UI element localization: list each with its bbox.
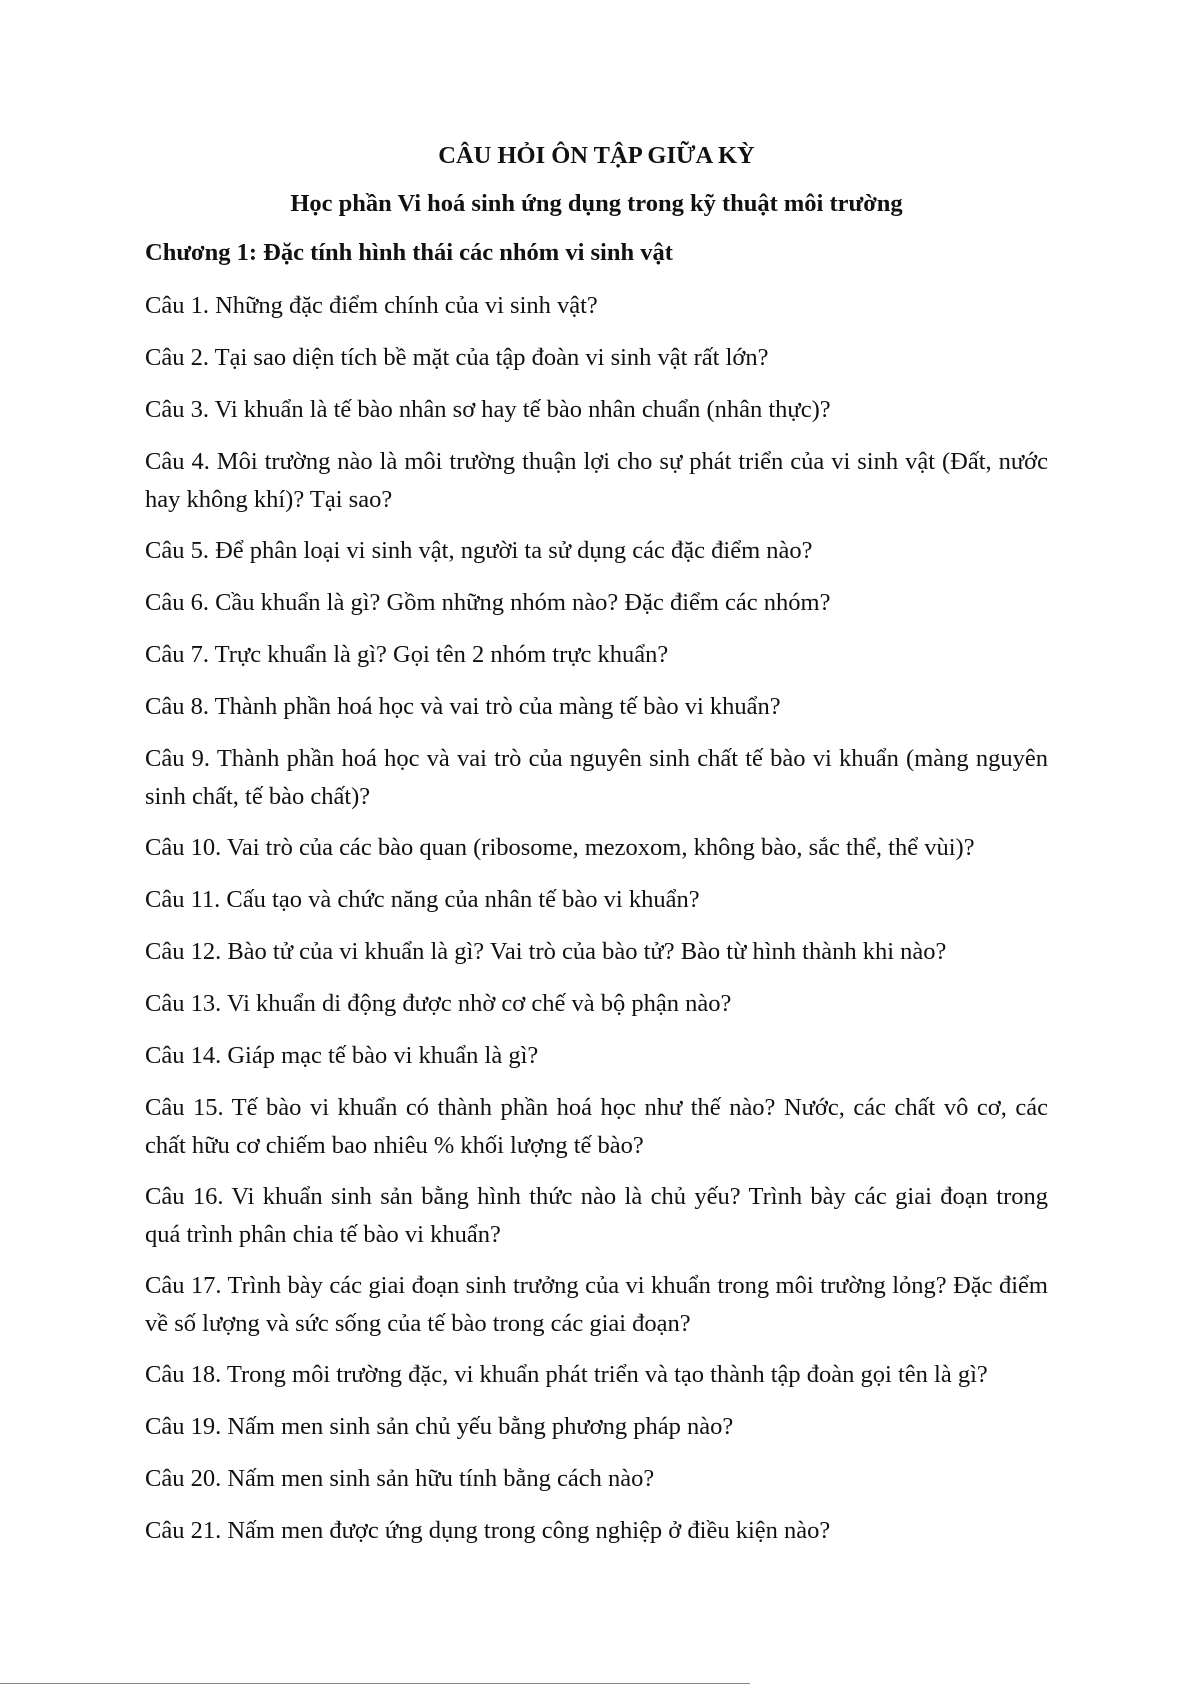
chapter-heading: Chương 1: Đặc tính hình thái các nhóm vi sinh vật [145, 239, 673, 266]
question-list [145, 287, 1048, 1550]
document-title: CÂU HỎI ÔN TẬP GIỮA KỲ [438, 142, 755, 169]
question-item: Câu 16. Vi khuẩn sinh sản bằng hình thức nào là chủ yếu? Trình bày các giai đoạn trong quá trình phân chia tế bào vi khuẩn? [145, 1183, 1048, 1248]
question-item: Câu 5. Để phân loại vi sinh vật, người ta sử dụng các đặc điểm nào? [145, 537, 813, 564]
question-item: Câu 3. Vi khuẩn là tế bào nhân sơ hay tế bào nhân chuẩn (nhân thực)? [145, 396, 831, 423]
question-item: Câu 6. Cầu khuẩn là gì? Gồm những nhóm nào? Đặc điểm các nhóm? [145, 589, 831, 616]
document-page [145, 140, 1048, 1564]
question-item: Câu 20. Nấm men sinh sản hữu tính bằng cách nào? [145, 1465, 655, 1492]
question-item: Câu 17. Trình bày các giai đoạn sinh trưởng của vi khuẩn trong môi trường lỏng? Đặc điểm về số lượng và sức sống của tế bào trong các giai đoạn? [145, 1272, 1048, 1337]
document-subtitle: Học phần Vi hoá sinh ứng dụng trong kỹ thuật môi trường [290, 190, 903, 217]
question-item: Câu 14. Giáp mạc tế bào vi khuẩn là gì? [145, 1042, 539, 1069]
question-item: Câu 8. Thành phần hoá học và vai trò của màng tế bào vi khuẩn? [145, 693, 781, 720]
question-item: Câu 1. Những đặc điểm chính của vi sinh vật? [145, 292, 598, 319]
question-item: Câu 7. Trực khuẩn là gì? Gọi tên 2 nhóm trực khuẩn? [145, 641, 669, 668]
question-item: Câu 9. Thành phần hoá học và vai trò của nguyên sinh chất tế bào vi khuẩn (màng nguyên sinh chất, tế bào chất)? [145, 745, 1048, 810]
question-item: Câu 10. Vai trò của các bào quan (ribosome, mezoxom, không bào, sắc thể, thể vùi)? [145, 834, 975, 861]
page-bottom-rule [0, 1683, 750, 1684]
question-item: Câu 2. Tại sao diện tích bề mặt của tập đoàn vi sinh vật rất lớn? [145, 344, 769, 371]
question-item: Câu 19. Nấm men sinh sản chủ yếu bằng phương pháp nào? [145, 1413, 734, 1440]
question-item: Câu 12. Bào tử của vi khuẩn là gì? Vai trò của bào tử? Bào từ hình thành khi nào? [145, 938, 947, 965]
question-item: Câu 18. Trong môi trường đặc, vi khuẩn phát triển và tạo thành tập đoàn gọi tên là gì? [145, 1361, 988, 1388]
question-item: Câu 4. Môi trường nào là môi trường thuận lợi cho sự phát triển của vi sinh vật (Đất, nước hay không khí)? Tại sao? [145, 448, 1048, 513]
question-item: Câu 11. Cấu tạo và chức năng của nhân tế bào vi khuẩn? [145, 886, 700, 913]
question-item: Câu 13. Vi khuẩn di động được nhờ cơ chế và bộ phận nào? [145, 990, 732, 1017]
question-item: Câu 15. Tế bào vi khuẩn có thành phần hoá học như thế nào? Nước, các chất vô cơ, các chất hữu cơ chiếm bao nhiêu % khối lượng tế bào? [145, 1094, 1048, 1159]
question-item: Câu 21. Nấm men được ứng dụng trong công nghiệp ở điều kiện nào? [145, 1517, 831, 1544]
